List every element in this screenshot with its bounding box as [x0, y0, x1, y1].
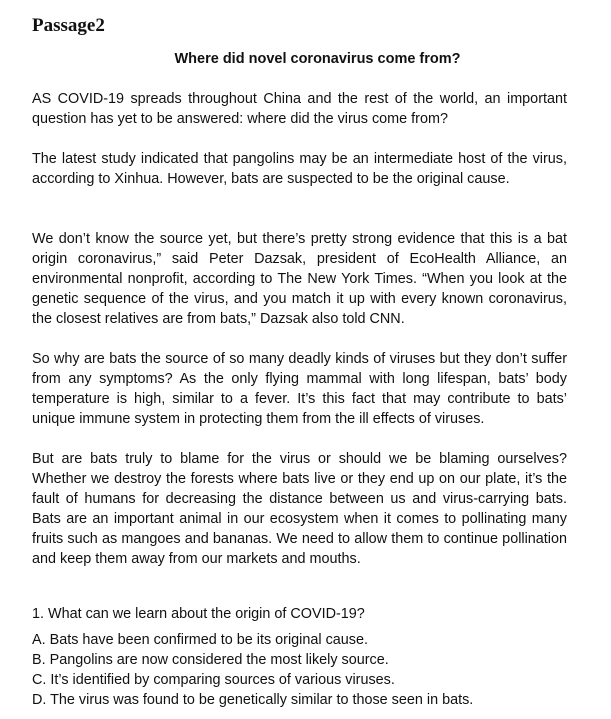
paragraph-3: We don’t know the source yet, but there’s pretty strong evidence that this is a bat origin coronavirus,” said Peter Dazsak, president of EcoHealth Alliance, an environmental nonprofit, according to The New York Times. “When you look at the genetic sequence of the virus, and you match it up with every known coronavirus, the closest relatives are from bats,” Dazsak also told CNN.: [32, 231, 567, 327]
option-a: A. Bats have been confirmed to be its original cause.: [32, 632, 368, 648]
paragraph-1: AS COVID-19 spreads throughout China and the rest of the world, an important question has yet to be answered: where did the virus come from?: [32, 91, 567, 127]
option-b: B. Pangolins are now considered the most likely source.: [32, 652, 389, 668]
paragraph-4: So why are bats the source of so many deadly kinds of viruses but they don’t suffer from any symptoms? As the only flying mammal with long lifespan, bats’ body temperature is high, similar to a fever. It’s this fact that may contribute to bats’ unique immune system in protecting them from the ill effects of viruses.: [32, 351, 567, 427]
answer-options: [32, 630, 567, 710]
paragraph-2: The latest study indicated that pangolins may be an intermediate host of the virus, according to Xinhua. However, bats are suspected to be the original cause.: [32, 151, 567, 187]
passage-label: Passage2: [32, 15, 105, 36]
option-c: C. It’s identified by comparing sources of various viruses.: [32, 672, 395, 688]
option-d: D. The virus was found to be genetically similar to those seen in bats.: [32, 692, 474, 708]
paragraph-5: But are bats truly to blame for the virus or should we be blaming ourselves? Whether we destroy the forests where bats live or they end up on our plate, it’s the fault of humans for decreasing the distance between us and virus-carrying bats. Bats are an important animal in our ecosystem when it comes to pollinating many fruits such as mangoes and bananas. We need to allow them to continue pollination and keep them away from our markets and mouths.: [32, 451, 567, 567]
passage-title: Where did novel coronavirus come from?: [174, 51, 461, 67]
question-text: 1. What can we learn about the origin of COVID-19?: [32, 606, 365, 623]
